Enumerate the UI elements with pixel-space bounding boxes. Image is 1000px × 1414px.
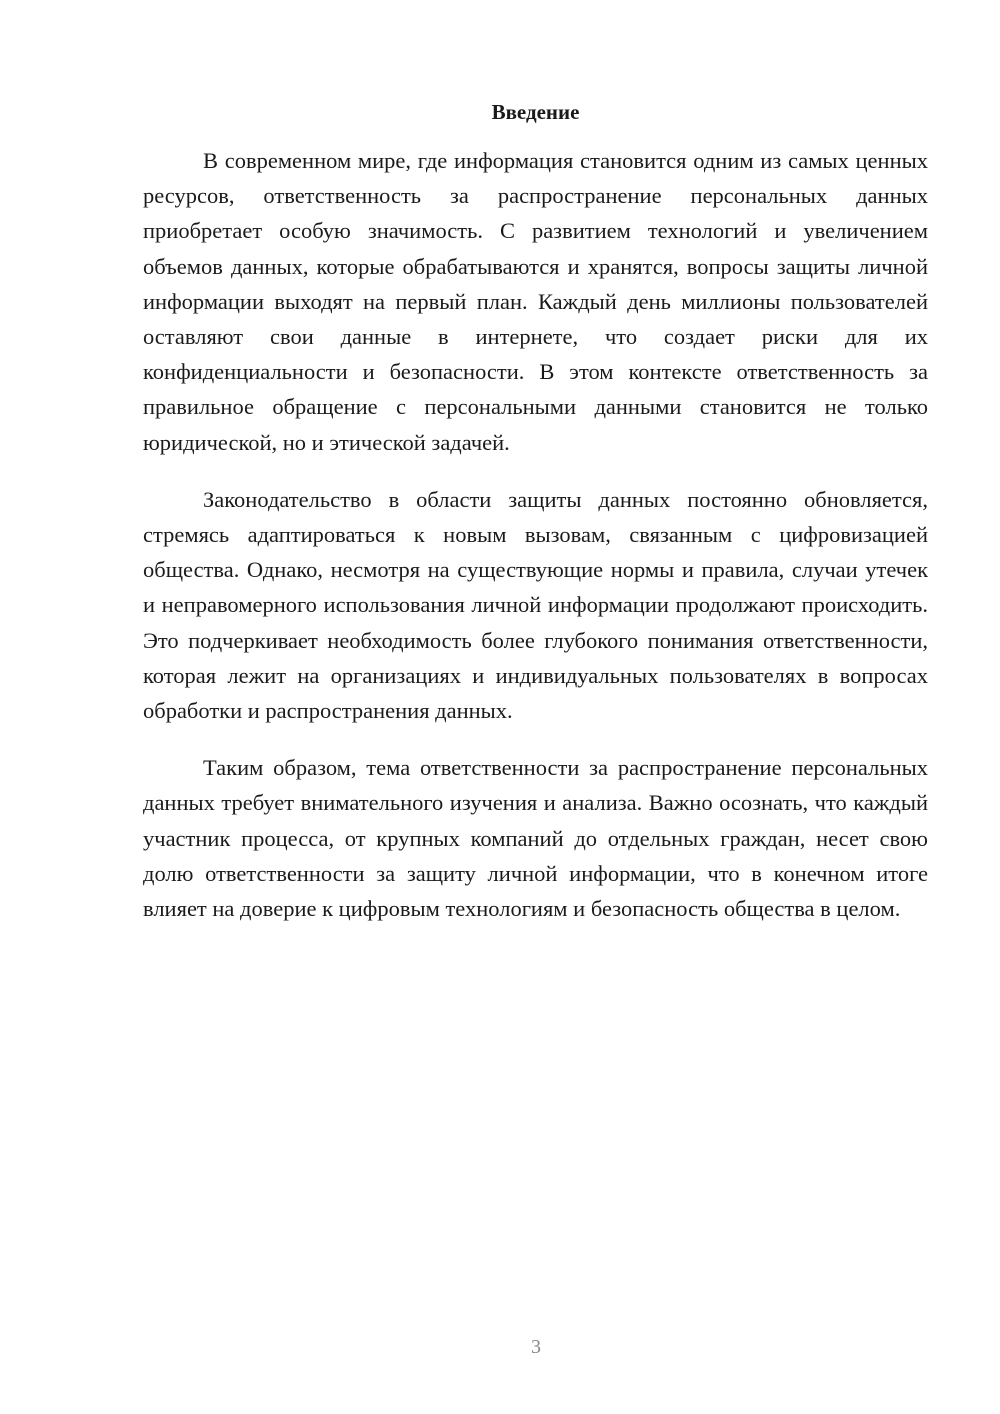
section-heading: Введение [491,100,580,124]
paragraph-2: Законодательство в области защиты данных постоянно обновляется, стремясь адаптироваться к новым вызовам, связанным с цифровизацией общества. Однако, несмотря на существующие нормы и правила, случаи утечек и неправомерного использования личной информации продолжают происходить. Это подчеркивает необходимость более глубокого понимания ответственности, которая лежит на организациях и индивидуальных пользователях в вопросах обработки и распространения данных. [143,486,928,724]
paragraph-3: Таким образом, тема ответственности за распространение персональных данных требует внимательного изучения и анализа. Важно осознать, что каждый участник процесса, от крупных компаний до отдельных граждан, несет свою долю ответственности за защиту личной информации, что в конечном итоге влияет на доверие к цифровым технологиям и безопасность общества в целом. [143,755,928,922]
body-text [143,143,928,948]
paragraph-1: В современном мире, где информация становится одним из самых ценных ресурсов, ответственность за распространение персональных данных приобретает особую значимость. С развитием технологий и увеличением объемов данных, которые обрабатываются и хранятся, вопросы защиты личной информации выходят на первый план. Каждый день миллионы пользователей оставляют свои данные в интернете, что создает риски для их конфиденциальности и безопасности. В этом контексте ответственность за правильное обращение с персональными данными становится не только юридической, но и этической задачей. [143,148,928,455]
page-number: 3 [531,1336,541,1358]
